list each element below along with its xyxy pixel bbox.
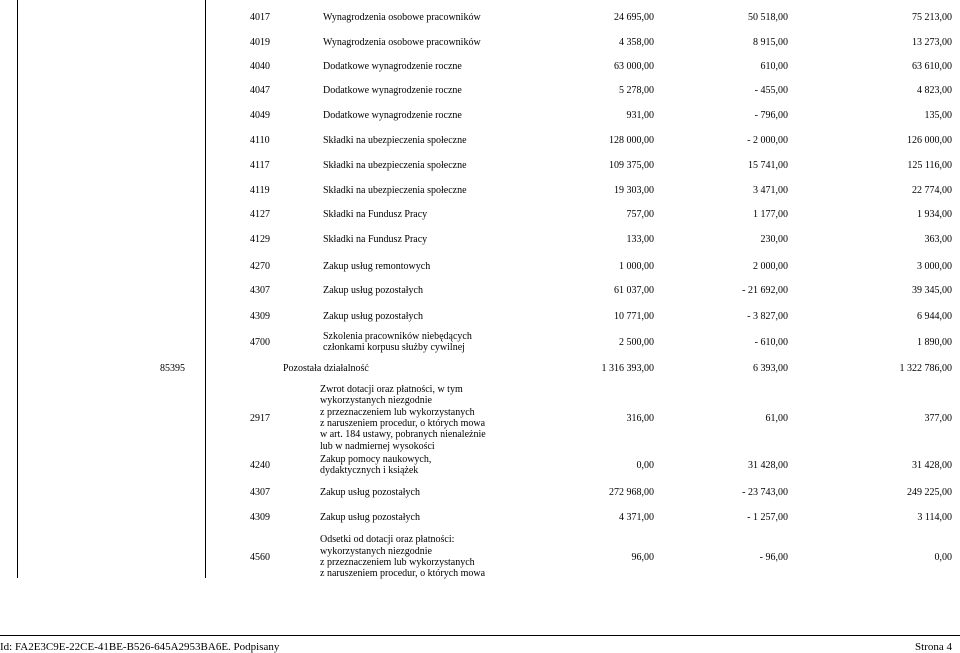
after-change-amount: 363,00 <box>924 233 952 245</box>
after-change-amount: 39 345,00 <box>912 284 952 296</box>
table-left-border <box>17 0 18 578</box>
plan-amount: 19 303,00 <box>614 184 654 196</box>
paragraf-code: 4127 <box>250 208 270 220</box>
plan-amount: 4 371,00 <box>619 511 654 523</box>
after-change-amount: 1 934,00 <box>917 208 952 220</box>
item-name-line: Szkolenia pracowników niebędących <box>323 330 472 342</box>
after-change-amount: 13 273,00 <box>912 36 952 48</box>
paragraf-code: 2917 <box>250 412 270 424</box>
item-name-line: z naruszeniem procedur, o których mowa <box>320 568 486 580</box>
item-name-line: z przeznaczeniem lub wykorzystanych <box>320 406 475 418</box>
change-amount: - 3 827,00 <box>747 310 788 322</box>
item-name: Składki na ubezpieczenia społeczne <box>323 184 467 196</box>
after-change-amount: 0,00 <box>934 551 952 563</box>
paragraf-code: 4117 <box>250 159 270 171</box>
paragraf-code: 4309 <box>250 310 270 322</box>
item-name: Pozostała działalność <box>283 362 369 374</box>
paragraf-code: 4240 <box>250 459 270 471</box>
plan-amount: 128 000,00 <box>609 134 654 146</box>
after-change-amount: 63 610,00 <box>912 60 952 72</box>
change-amount: 8 915,00 <box>753 36 788 48</box>
plan-amount: 24 695,00 <box>614 11 654 23</box>
change-amount: 31 428,00 <box>748 459 788 471</box>
after-change-amount: 75 213,00 <box>912 11 952 23</box>
item-name <box>323 331 493 354</box>
after-change-amount: 4 823,00 <box>917 84 952 96</box>
item-name: Zakup usług pozostałych <box>323 284 423 296</box>
after-change-amount: 3 000,00 <box>917 260 952 272</box>
item-name-line: dydaktycznych i książek <box>320 465 419 476</box>
item-name: Składki na Fundusz Pracy <box>323 208 428 220</box>
item-name-line: członkami korpusu służby cywilnej <box>323 342 465 353</box>
item-name-line: z naruszeniem procedur, o których mowa <box>320 418 486 430</box>
plan-amount: 96,00 <box>631 551 654 563</box>
item-name <box>320 534 490 580</box>
paragraf-code: 4047 <box>250 84 270 96</box>
plan-amount: 1 316 393,00 <box>601 362 654 374</box>
item-name <box>320 384 490 452</box>
paragraf-code: 4307 <box>250 284 270 296</box>
item-name: Dodatkowe wynagrodzenie roczne <box>323 84 462 96</box>
item-name-line: w art. 184 ustawy, pobranych nienależnie <box>320 429 486 441</box>
item-name-line: Zwrot dotacji oraz płatności, w tym <box>320 383 463 395</box>
after-change-amount: 22 774,00 <box>912 184 952 196</box>
paragraf-code: 4270 <box>250 260 270 272</box>
plan-amount: 63 000,00 <box>614 60 654 72</box>
item-name: Składki na ubezpieczenia społeczne <box>323 159 467 171</box>
page-number: Strona 4 <box>915 641 952 653</box>
change-amount: 610,00 <box>760 60 788 72</box>
paragraf-code: 4129 <box>250 233 270 245</box>
change-amount: - 21 692,00 <box>742 284 788 296</box>
after-change-amount: 31 428,00 <box>912 459 952 471</box>
item-name-line: z przeznaczeniem lub wykorzystanych <box>320 557 475 568</box>
paragraf-code: 4110 <box>250 134 270 146</box>
item-name: Zakup usług pozostałych <box>320 486 420 498</box>
paragraf-code: 4700 <box>250 336 270 348</box>
change-amount: - 610,00 <box>754 336 788 348</box>
item-name: Zakup usług remontowych <box>323 260 431 272</box>
plan-amount: 931,00 <box>626 109 654 121</box>
paragraf-code: 4307 <box>250 486 270 498</box>
change-amount: - 23 743,00 <box>742 486 788 498</box>
plan-amount: 272 968,00 <box>609 486 654 498</box>
plan-amount: 4 358,00 <box>619 36 654 48</box>
change-amount: 230,00 <box>760 233 788 245</box>
item-name: Wynagrodzenia osobowe pracowników <box>323 36 481 48</box>
change-amount: - 2 000,00 <box>747 134 788 146</box>
paragraf-code: 4560 <box>250 551 270 563</box>
change-amount: - 96,00 <box>759 551 788 563</box>
plan-amount: 316,00 <box>626 412 654 424</box>
item-name: Wynagrodzenia osobowe pracowników <box>323 11 481 23</box>
change-amount: - 1 257,00 <box>747 511 788 523</box>
change-amount: - 455,00 <box>754 84 788 96</box>
plan-amount: 5 278,00 <box>619 84 654 96</box>
item-name: Zakup usług pozostałych <box>320 511 420 523</box>
paragraf-code: 4040 <box>250 60 270 72</box>
plan-amount: 10 771,00 <box>614 310 654 322</box>
dzial-code: 85395 <box>160 362 185 374</box>
item-name-line: Odsetki od dotacji oraz płatności: <box>320 534 455 546</box>
item-name: Składki na ubezpieczenia społeczne <box>323 134 467 146</box>
after-change-amount: 1 322 786,00 <box>899 362 952 374</box>
change-amount: 50 518,00 <box>748 11 788 23</box>
change-amount: 1 177,00 <box>753 208 788 220</box>
change-amount: 61,00 <box>765 412 788 424</box>
paragraf-code: 4017 <box>250 11 270 23</box>
item-name-line: lub w nadmiernej wysokości <box>320 440 435 452</box>
plan-amount: 2 500,00 <box>619 336 654 348</box>
change-amount: 3 471,00 <box>753 184 788 196</box>
change-amount: 2 000,00 <box>753 260 788 272</box>
after-change-amount: 126 000,00 <box>907 134 952 146</box>
after-change-amount: 249 225,00 <box>907 486 952 498</box>
plan-amount: 0,00 <box>636 459 654 471</box>
after-change-amount: 1 890,00 <box>917 336 952 348</box>
table-section-border <box>205 0 206 578</box>
change-amount: 15 741,00 <box>748 159 788 171</box>
item-name: Składki na Fundusz Pracy <box>323 233 428 245</box>
after-change-amount: 125 116,00 <box>907 159 952 171</box>
plan-amount: 1 000,00 <box>619 260 654 272</box>
plan-amount: 61 037,00 <box>614 284 654 296</box>
document-id: Id: FA2E3C9E-22CE-41BE-B526-645A2953BA6E. Podpisany <box>0 641 280 653</box>
paragraf-code: 4309 <box>250 511 270 523</box>
item-name-line: wykorzystanych niezgodnie <box>320 395 432 407</box>
item-name: Dodatkowe wynagrodzenie roczne <box>323 60 462 72</box>
plan-amount: 109 375,00 <box>609 159 654 171</box>
item-name-line: Zakup pomocy naukowych, <box>320 453 432 465</box>
plan-amount: 133,00 <box>626 233 654 245</box>
paragraf-code: 4049 <box>250 109 270 121</box>
item-name: Zakup usług pozostałych <box>323 310 423 322</box>
after-change-amount: 6 944,00 <box>917 310 952 322</box>
change-amount: - 796,00 <box>754 109 788 121</box>
page-footer <box>0 635 960 653</box>
paragraf-code: 4119 <box>250 184 270 196</box>
plan-amount: 757,00 <box>626 208 654 220</box>
after-change-amount: 377,00 <box>924 412 952 424</box>
change-amount: 6 393,00 <box>753 362 788 374</box>
paragraf-code: 4019 <box>250 36 270 48</box>
item-name-line: wykorzystanych niezgodnie <box>320 545 432 557</box>
item-name: Dodatkowe wynagrodzenie roczne <box>323 109 462 121</box>
after-change-amount: 135,00 <box>924 109 952 121</box>
item-name <box>320 454 490 477</box>
after-change-amount: 3 114,00 <box>917 511 952 523</box>
